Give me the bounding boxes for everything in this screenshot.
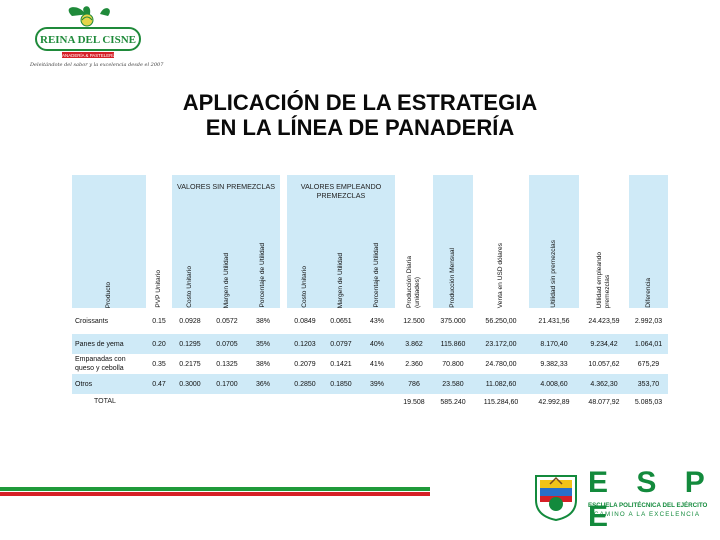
svg-text:PANADERÍA & PASTELERÍA: PANADERÍA & PASTELERÍA [59, 53, 117, 58]
cell-diferencia: 1.064,01 [634, 340, 663, 348]
cell-margen1: 0.0572 [216, 317, 238, 325]
cell-util-sin: 8.170,40 [540, 340, 568, 348]
col-header-produccion-mensual-label: Producción Mensual [449, 248, 456, 308]
col-header-margen-sin-label: Margen de Utilidad [223, 252, 230, 308]
cell-pvp: 0.35 [152, 360, 166, 368]
col-header-margen-sin [208, 200, 246, 308]
col-header-porcentaje-sin-label: Porcentaje de Utilidad [259, 243, 266, 308]
cell-util-con: 4.362,30 [590, 380, 618, 388]
cell-pvp: 0.15 [152, 317, 166, 325]
cell-producto: Panes de yema [75, 340, 124, 348]
cell-venta: 56.250,00 [485, 317, 517, 325]
col-header-diferencia-label: Diferencia [644, 278, 652, 308]
cell-costo2: 0.1203 [294, 340, 316, 348]
cell-pvp: 0.20 [152, 340, 166, 348]
cell-diferencia: 353,70 [637, 380, 660, 388]
espe-subtitle: ESCUELA POLITÉCNICA DEL EJÉRCITO [588, 502, 708, 509]
total-diferencia: 5.085,03 [634, 398, 663, 406]
cell-prod-diaria: 786 [408, 380, 420, 388]
col-header-diferencia [629, 175, 668, 308]
cell-costo2: 0.0849 [294, 317, 316, 325]
table-row [72, 354, 668, 374]
total-util-sin: 42.992,89 [538, 398, 570, 406]
group-header-empleando-premezclas [287, 175, 395, 200]
col-header-utilidad-con [579, 175, 629, 308]
col-header-produccion-diaria [395, 175, 433, 308]
cell-porc1: 38% [255, 317, 270, 325]
col-header-porcentaje-con-label: Porcentaje de Utilidad [373, 243, 380, 308]
cell-margen2: 0.0651 [330, 317, 352, 325]
col-header-porcentaje-con [359, 200, 395, 308]
cell-util-sin: 21.431,56 [538, 317, 570, 325]
cell-costo1: 0.2175 [179, 360, 201, 368]
col-header-margen-con-label: Margen de Utilidad [337, 252, 344, 308]
cell-producto: Empanadas con queso y cebolla [75, 356, 126, 372]
bottom-band-red [0, 492, 430, 496]
cell-pvp: 0.47 [152, 380, 166, 388]
total-label: TOTAL [94, 398, 116, 405]
cell-prod-diaria: 12.500 [403, 317, 425, 325]
cell-margen1: 0.0705 [216, 340, 238, 348]
total-prod-mensual: 585.240 [440, 398, 466, 406]
col-header-costo-con-label: Costo Unitario [301, 266, 308, 308]
group-header-sin-label: VALORES SIN PREMEZCLAS [176, 182, 276, 191]
reina-del-cisne-emblem-icon [22, 2, 164, 80]
cell-prod-mensual: 23.580 [442, 380, 464, 388]
cell-porc1: 38% [255, 360, 270, 368]
cell-prod-mensual: 115.860 [440, 340, 466, 348]
col-header-costo-sin [172, 200, 208, 308]
table-row [72, 334, 668, 354]
cell-util-sin: 4.008,60 [540, 380, 568, 388]
cell-producto: Croissants [75, 317, 109, 325]
reina-del-cisne-logo [22, 2, 164, 80]
espe-wordmark: E S P E [588, 466, 715, 533]
col-header-venta [473, 175, 529, 308]
group-header-con-label: VALORES EMPLEANDO PREMEZCLAS [300, 182, 382, 200]
col-header-margen-con [323, 200, 359, 308]
cell-margen2: 0.1850 [330, 380, 352, 388]
col-spacer [280, 200, 287, 308]
cell-margen2: 0.1421 [330, 360, 352, 368]
title-line-1: APLICACIÓN DE LA ESTRATEGIA [182, 90, 538, 115]
col-header-utilidad-sin [529, 175, 579, 308]
cell-costo2: 0.2079 [294, 360, 316, 368]
cell-costo1: 0.1295 [179, 340, 201, 348]
cell-producto: Otros [75, 380, 93, 388]
col-header-costo-con [287, 200, 323, 308]
cell-venta: 11.082,60 [485, 380, 517, 388]
cell-prod-diaria: 2.360 [405, 360, 423, 368]
col-header-utilidad-sin-label: Utilidad sin premezclas [550, 240, 557, 308]
cell-util-con: 24.423,59 [588, 317, 620, 325]
col-header-producto-label: Producto [105, 281, 112, 308]
svg-text:REINA DEL CISNE: REINA DEL CISNE [40, 34, 136, 46]
cell-porc2: 40% [369, 340, 384, 348]
cell-costo2: 0.2850 [294, 380, 316, 388]
total-prod-diaria: 19.508 [403, 398, 425, 406]
col-header-pvp-label: PVP Unitario [155, 270, 162, 308]
cell-util-con: 9.234,42 [590, 340, 618, 348]
page-title [120, 90, 600, 140]
cell-margen1: 0.1700 [216, 380, 238, 388]
total-venta: 115.284,60 [483, 398, 519, 406]
title-line-2: EN LA LÍNEA DE PANADERÍA [205, 115, 515, 140]
total-util-con: 48.077,92 [588, 398, 620, 406]
bottom-band-green [0, 487, 430, 491]
col-header-produccion-mensual [433, 175, 473, 308]
table-row [72, 308, 668, 334]
cell-margen2: 0.0797 [330, 340, 352, 348]
col-header-venta-label: Venta en USD dólares [497, 242, 504, 308]
cell-porc2: 43% [369, 317, 384, 325]
col-header-producto [72, 175, 146, 308]
col-header-porcentaje-sin [246, 200, 280, 308]
cell-porc1: 35% [255, 340, 270, 348]
cell-prod-mensual: 375.000 [440, 317, 466, 325]
col-header-produccion-diaria-label: Producción Diaria (unidades) [406, 255, 421, 308]
cell-util-con: 10.057,62 [588, 360, 620, 368]
cell-prod-diaria: 3.862 [405, 340, 423, 348]
cell-diferencia: 2.992,03 [634, 317, 663, 325]
cell-util-sin: 9.382,33 [540, 360, 568, 368]
cell-costo1: 0.0928 [179, 317, 201, 325]
col-header-utilidad-con-label: Utilidad empleando premezclas [596, 251, 611, 308]
table-row [72, 374, 668, 394]
cell-venta: 24.780,00 [485, 360, 517, 368]
cell-venta: 23.172,00 [485, 340, 517, 348]
cell-prod-mensual: 70.800 [442, 360, 464, 368]
total-values-row [72, 394, 668, 410]
col-header-costo-sin-label: Costo Unitario [186, 266, 193, 308]
cell-margen1: 0.1325 [216, 360, 238, 368]
espe-seal-icon [530, 470, 582, 522]
espe-motto: CAMINO A LA EXCELENCIA [594, 511, 701, 518]
cell-costo1: 0.3000 [179, 380, 201, 388]
cell-porc1: 36% [255, 380, 270, 388]
cell-porc2: 41% [369, 360, 384, 368]
logo-slogan: Deleitándote del sabor y la excelencia desde el 2007 [30, 62, 164, 68]
cell-diferencia: 675,29 [637, 360, 660, 368]
group-header-sin-premezclas [172, 175, 280, 200]
col-header-pvp [146, 200, 172, 308]
cell-porc2: 39% [369, 380, 384, 388]
